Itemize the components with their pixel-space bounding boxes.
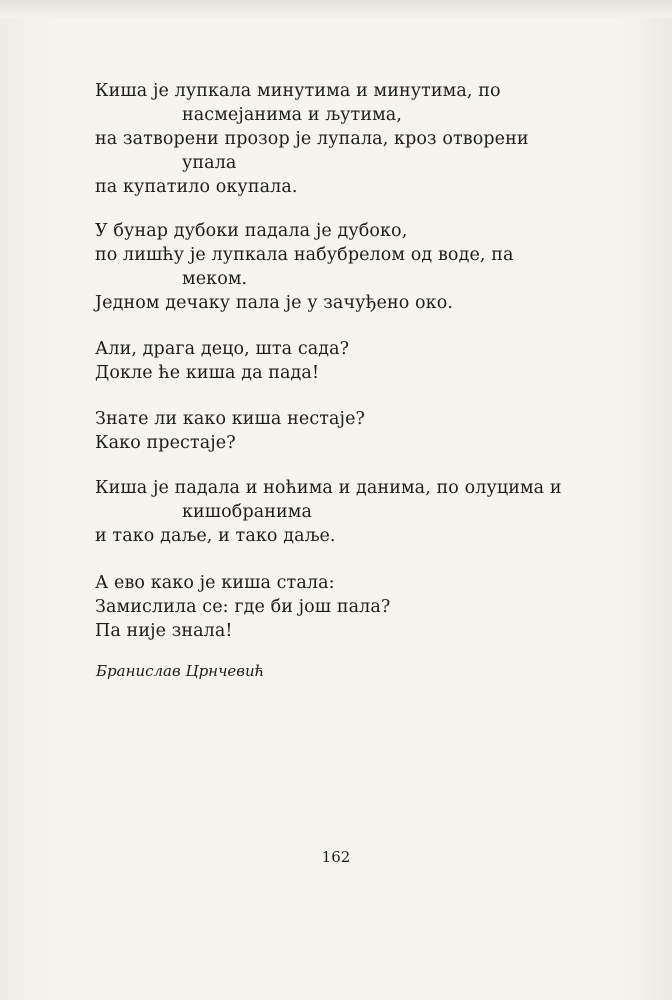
poem-line: кишобранима — [182, 502, 313, 522]
poem-line: Киша је лупкала минутима и минутима, по — [95, 81, 501, 101]
poem-line: Замислила се: где би још пала? — [95, 597, 391, 617]
poem-line: Једном дечаку пала је у зачуђено око. — [95, 293, 454, 313]
poem-author: Бранислав Црнчевић — [96, 662, 265, 680]
poem-line: па купатило окупала. — [95, 177, 298, 197]
poem-line: А ево како је киша стала: — [95, 573, 335, 593]
poem-line: на затворени прозор је лупала, кроз отворени — [95, 129, 529, 149]
poem-line: и тако даље, и тако даље. — [95, 526, 336, 546]
page-number: 162 — [321, 848, 351, 866]
poem-line: Знате ли како киша нестаје? — [95, 409, 366, 429]
poem-line: Али, драга децо, шта сада? — [95, 339, 350, 359]
poem-line: насмејанима и љутима, — [182, 105, 402, 125]
poem-line: Киша је падала и ноћима и данима, по олуцима и — [95, 478, 562, 498]
poem-line: меком. — [182, 269, 248, 289]
poem-line: по лишћу је лупкала набубрелом од воде, па — [95, 245, 514, 265]
poem-line: упала — [182, 153, 237, 173]
poem-line: Па није знала! — [95, 621, 233, 641]
poem-line: Како престаје? — [95, 433, 236, 453]
poem-line: У бунар дубоки падала је дубоко, — [95, 221, 408, 241]
poem-line: Докле ће киша да пада! — [95, 363, 320, 383]
